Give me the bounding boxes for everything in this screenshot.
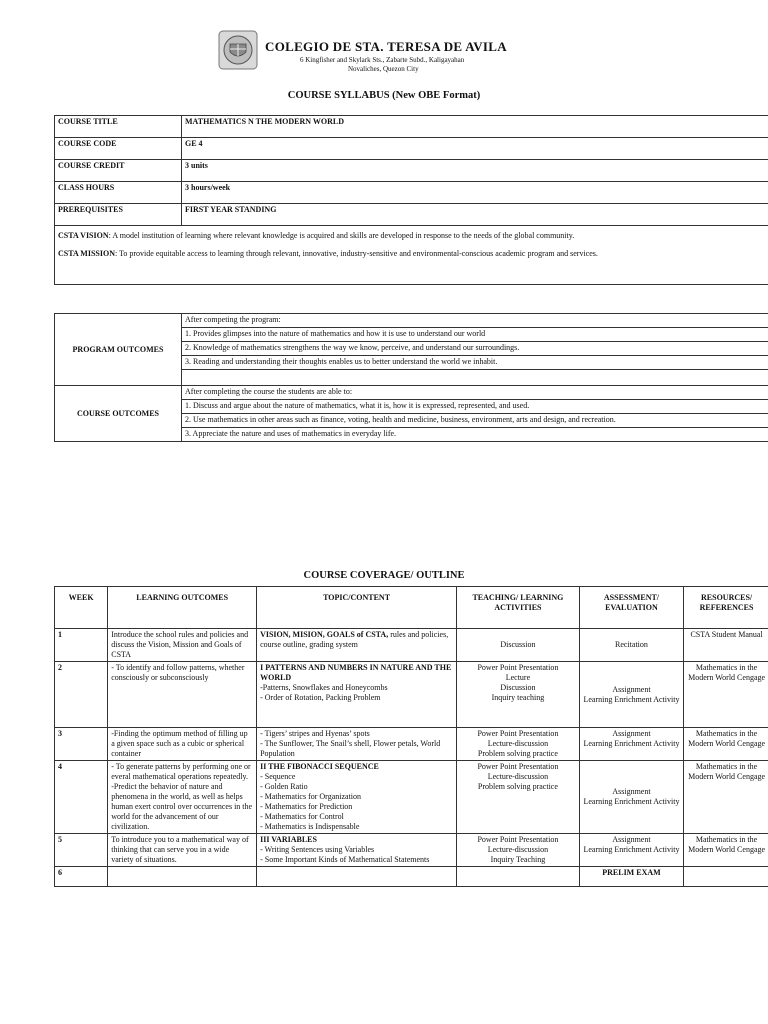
activity-item: Power Point Presentation [477,835,559,844]
program-outcome-intro: After competing the program: [182,314,768,328]
learning-outcome: Introduce the school rules and policies and discuss the Vision, Mission and Goals of CSTA [108,629,257,662]
vision-paragraph [58,231,766,241]
topic-item: - Writing Sentences using Variables [260,845,375,854]
activity-item: Inquiry Teaching [490,855,546,864]
topic-item: - Order of Rotation, Packing Problem [260,693,381,702]
assessment-item: Learning Enrichment Activity [583,845,680,854]
activity-item: Inquiry teaching [491,693,545,702]
teaching-activity [457,728,580,761]
topic-item: - Tigers’ stripes and Hyenas’ spots [260,729,370,738]
activity-item: Discussion [500,683,536,692]
assessment [579,662,683,728]
table-row [55,834,768,867]
assessment-item: Assignment [612,684,651,694]
vision-mission-cell [55,226,768,285]
assessment-item: Assignment [612,835,651,844]
vision-mission-row [55,226,768,285]
activity-item: Lecture-discussion [487,739,549,748]
vision-text: : A model institution of learning where relevant knowledge is acquired and skills are developed in response to the needs of the global community. [108,231,575,240]
assessment-item: Assignment [612,729,651,738]
topic-content [257,867,457,887]
week-number: 1 [55,629,108,662]
program-outcome-item: 1. Provides glimpses into the nature of mathematics and how it is use to understand our world [182,328,768,342]
resource: Mathematics in the Modern World Cengage [684,834,768,867]
topic-content [257,834,457,867]
topic-content [257,728,457,761]
mission-paragraph [58,249,766,259]
teaching-activity [457,834,580,867]
class-hours-value: 3 hours/week [182,182,768,204]
course-title-label: COURSE TITLE [55,116,182,138]
header-resources-references: RESOURCES/ REFERENCES [684,587,768,629]
table-row [55,867,768,887]
course-outcome-intro: After completing the course the students are able to: [182,386,768,400]
topic-item: - Sequence [260,772,296,781]
course-code-label: COURSE CODE [55,138,182,160]
topic-item: - Some Important Kinds of Mathematical Statements [260,855,430,864]
week-number: 4 [55,761,108,834]
activity-item: Problem solving practice [477,749,558,758]
topic-item: - Mathematics for Prediction [260,802,353,811]
course-credit-value: 3 units [182,160,768,182]
resource: Mathematics in the Modern World Cengage [684,728,768,761]
coverage-header-row [55,587,768,629]
teaching-activity [457,662,580,728]
learning-outcome: To introduce you to a mathematical way of thinking that can serve you in a wide variety of situations. [108,834,257,867]
activity-item: Lecture-discussion [487,772,549,781]
program-outcome-blank [182,370,768,386]
week-number: 3 [55,728,108,761]
assessment-item: Learning Enrichment Activity [583,694,680,704]
class-hours-row [55,182,768,204]
program-outcome-item: 3. Reading and understanding their thoughts enables us to better understand the world we inhabit. [182,356,768,370]
topic-item: - The Sunflower, The Snail’s shell, Flower petals, World Population [260,739,441,758]
course-outcome-item: 3. Appreciate the nature and uses of mathematics in everyday life. [182,428,768,442]
resource [684,867,768,887]
assessment-item: Assignment [612,787,651,796]
learning-outcome [108,867,257,887]
resource: CSTA Student Manual [684,629,768,662]
topic-item: - Golden Ratio [260,782,308,791]
header-assessment-evaluation: ASSESSMENT/ EVALUATION [579,587,683,629]
week-number: 6 [55,867,108,887]
course-outcomes-label: COURSE OUTCOMES [55,386,182,442]
teaching-activity [457,867,580,887]
topic-content [257,662,457,728]
course-code-value: GE 4 [182,138,768,160]
activity-item: Problem solving practice [477,782,558,791]
week-number: 5 [55,834,108,867]
learning-outcome: -Finding the optimum method of filling up a given space such as a cubic or spherical container [108,728,257,761]
course-info-table [54,115,768,285]
topic-item: -Patterns, Snowflakes and Honeycombs [260,683,388,692]
coverage-title: COURSE COVERAGE/ OUTLINE [303,570,465,581]
topic-heading: II THE FIBONACCI SEQUENCE [260,762,379,771]
school-address-line2: Novaliches, Quezon City [348,65,419,73]
prerequisites-label: PREREQUISITES [55,204,182,226]
course-outcome-item: 1. Discuss and argue about the nature of mathematics, what it is, how it is expressed, represented, and used. [182,400,768,414]
activity-item: Power Point Presentation [477,762,559,771]
header-teaching-learning-activities: TEACHING/ LEARNING ACTIVITIES [457,587,580,629]
topic-item: - Mathematics for Control [260,812,344,821]
assessment-item: Learning Enrichment Activity [583,797,680,806]
activity-item: Lecture-discussion [487,845,549,854]
prerequisites-row [55,204,768,226]
topic-content [257,629,457,662]
topic-heading: VISION, MISION, GOALS of CSTA, [260,630,389,639]
mission-text: : To provide equitable access to learning through relevant, innovative, industry-sensitive and environmental-conscious academic program and services. [114,249,598,258]
assessment: Recitation [579,629,683,662]
resource: Mathematics in the Modern World Cengage [684,662,768,728]
topic-heading: III VARIABLES [260,835,317,844]
course-credit-label: COURSE CREDIT [55,160,182,182]
topic-text: rules and policies, course outline, grading system [260,630,449,649]
table-row [55,728,768,761]
document-title: COURSE SYLLABUS (New OBE Format) [287,90,481,101]
teaching-activity: Discussion [457,629,580,662]
school-name: COLEGIO DE STA. TERESA DE AVILA [265,39,507,54]
school-address-line1: 6 Kingfisher and Skylark Sts., Zabarte Subd., Kaligayahan [300,56,465,64]
table-row [55,629,768,662]
assessment [579,761,683,834]
assessment: PRELIM EXAM [579,867,683,887]
assessment [579,728,683,761]
course-outcome-item: 2. Use mathematics in other areas such as finance, voting, health and medicine, business, environment, arts and design, and recreation. [182,414,768,428]
learning-outcome [108,761,257,834]
resource: Mathematics in the Modern World Cengage [684,761,768,834]
learning-outcome-item: - To generate patterns by performing one or everal mathematical operations repeatedly. [111,762,251,781]
header-learning-outcomes: LEARNING OUTCOMES [108,587,257,629]
program-outcome-item: 2. Knowledge of mathematics strengthens the way we know, perceive, and understand our surroundings. [182,342,768,356]
prerequisites-value: FIRST YEAR STANDING [182,204,768,226]
week-number: 2 [55,662,108,728]
teaching-activity [457,761,580,834]
course-coverage-table [54,586,768,887]
assessment-item: Learning Enrichment Activity [583,739,680,748]
table-row [55,662,768,728]
header-topic-content: TOPIC/CONTENT [257,587,457,629]
program-outcomes-label: PROGRAM OUTCOMES [55,314,182,386]
topic-item: - Mathematics for Organization [260,792,362,801]
activity-item: Power Point Presentation [477,729,559,738]
activity-item: Power Point Presentation [477,663,559,672]
activity-item: Lecture [505,673,531,682]
course-title-row [55,116,768,138]
outcomes-table [54,313,768,442]
course-credit-row [55,160,768,182]
topic-content [257,761,457,834]
course-code-row [55,138,768,160]
topic-item: - Mathematics is Indispensable [260,822,360,831]
header-week: WEEK [55,587,108,629]
learning-outcome: - To identify and follow patterns, whether consciously or subconsciously [108,662,257,728]
course-title-value: MATHEMATICS N THE MODERN WORLD [182,116,768,138]
assessment [579,834,683,867]
school-seal-logo [218,30,258,70]
vision-label: CSTA VISION [58,231,109,240]
topic-heading: I PATTERNS AND NUMBERS IN NATURE AND THE WORLD [260,663,452,682]
class-hours-label: CLASS HOURS [55,182,182,204]
learning-outcome-item: -Predict the behavior of nature and phenomena in the world, as well as helps human exert control over occurrences in the world for the advancement of our civilization. [111,782,253,831]
mission-label: CSTA MISSION [58,249,115,258]
table-row [55,761,768,834]
